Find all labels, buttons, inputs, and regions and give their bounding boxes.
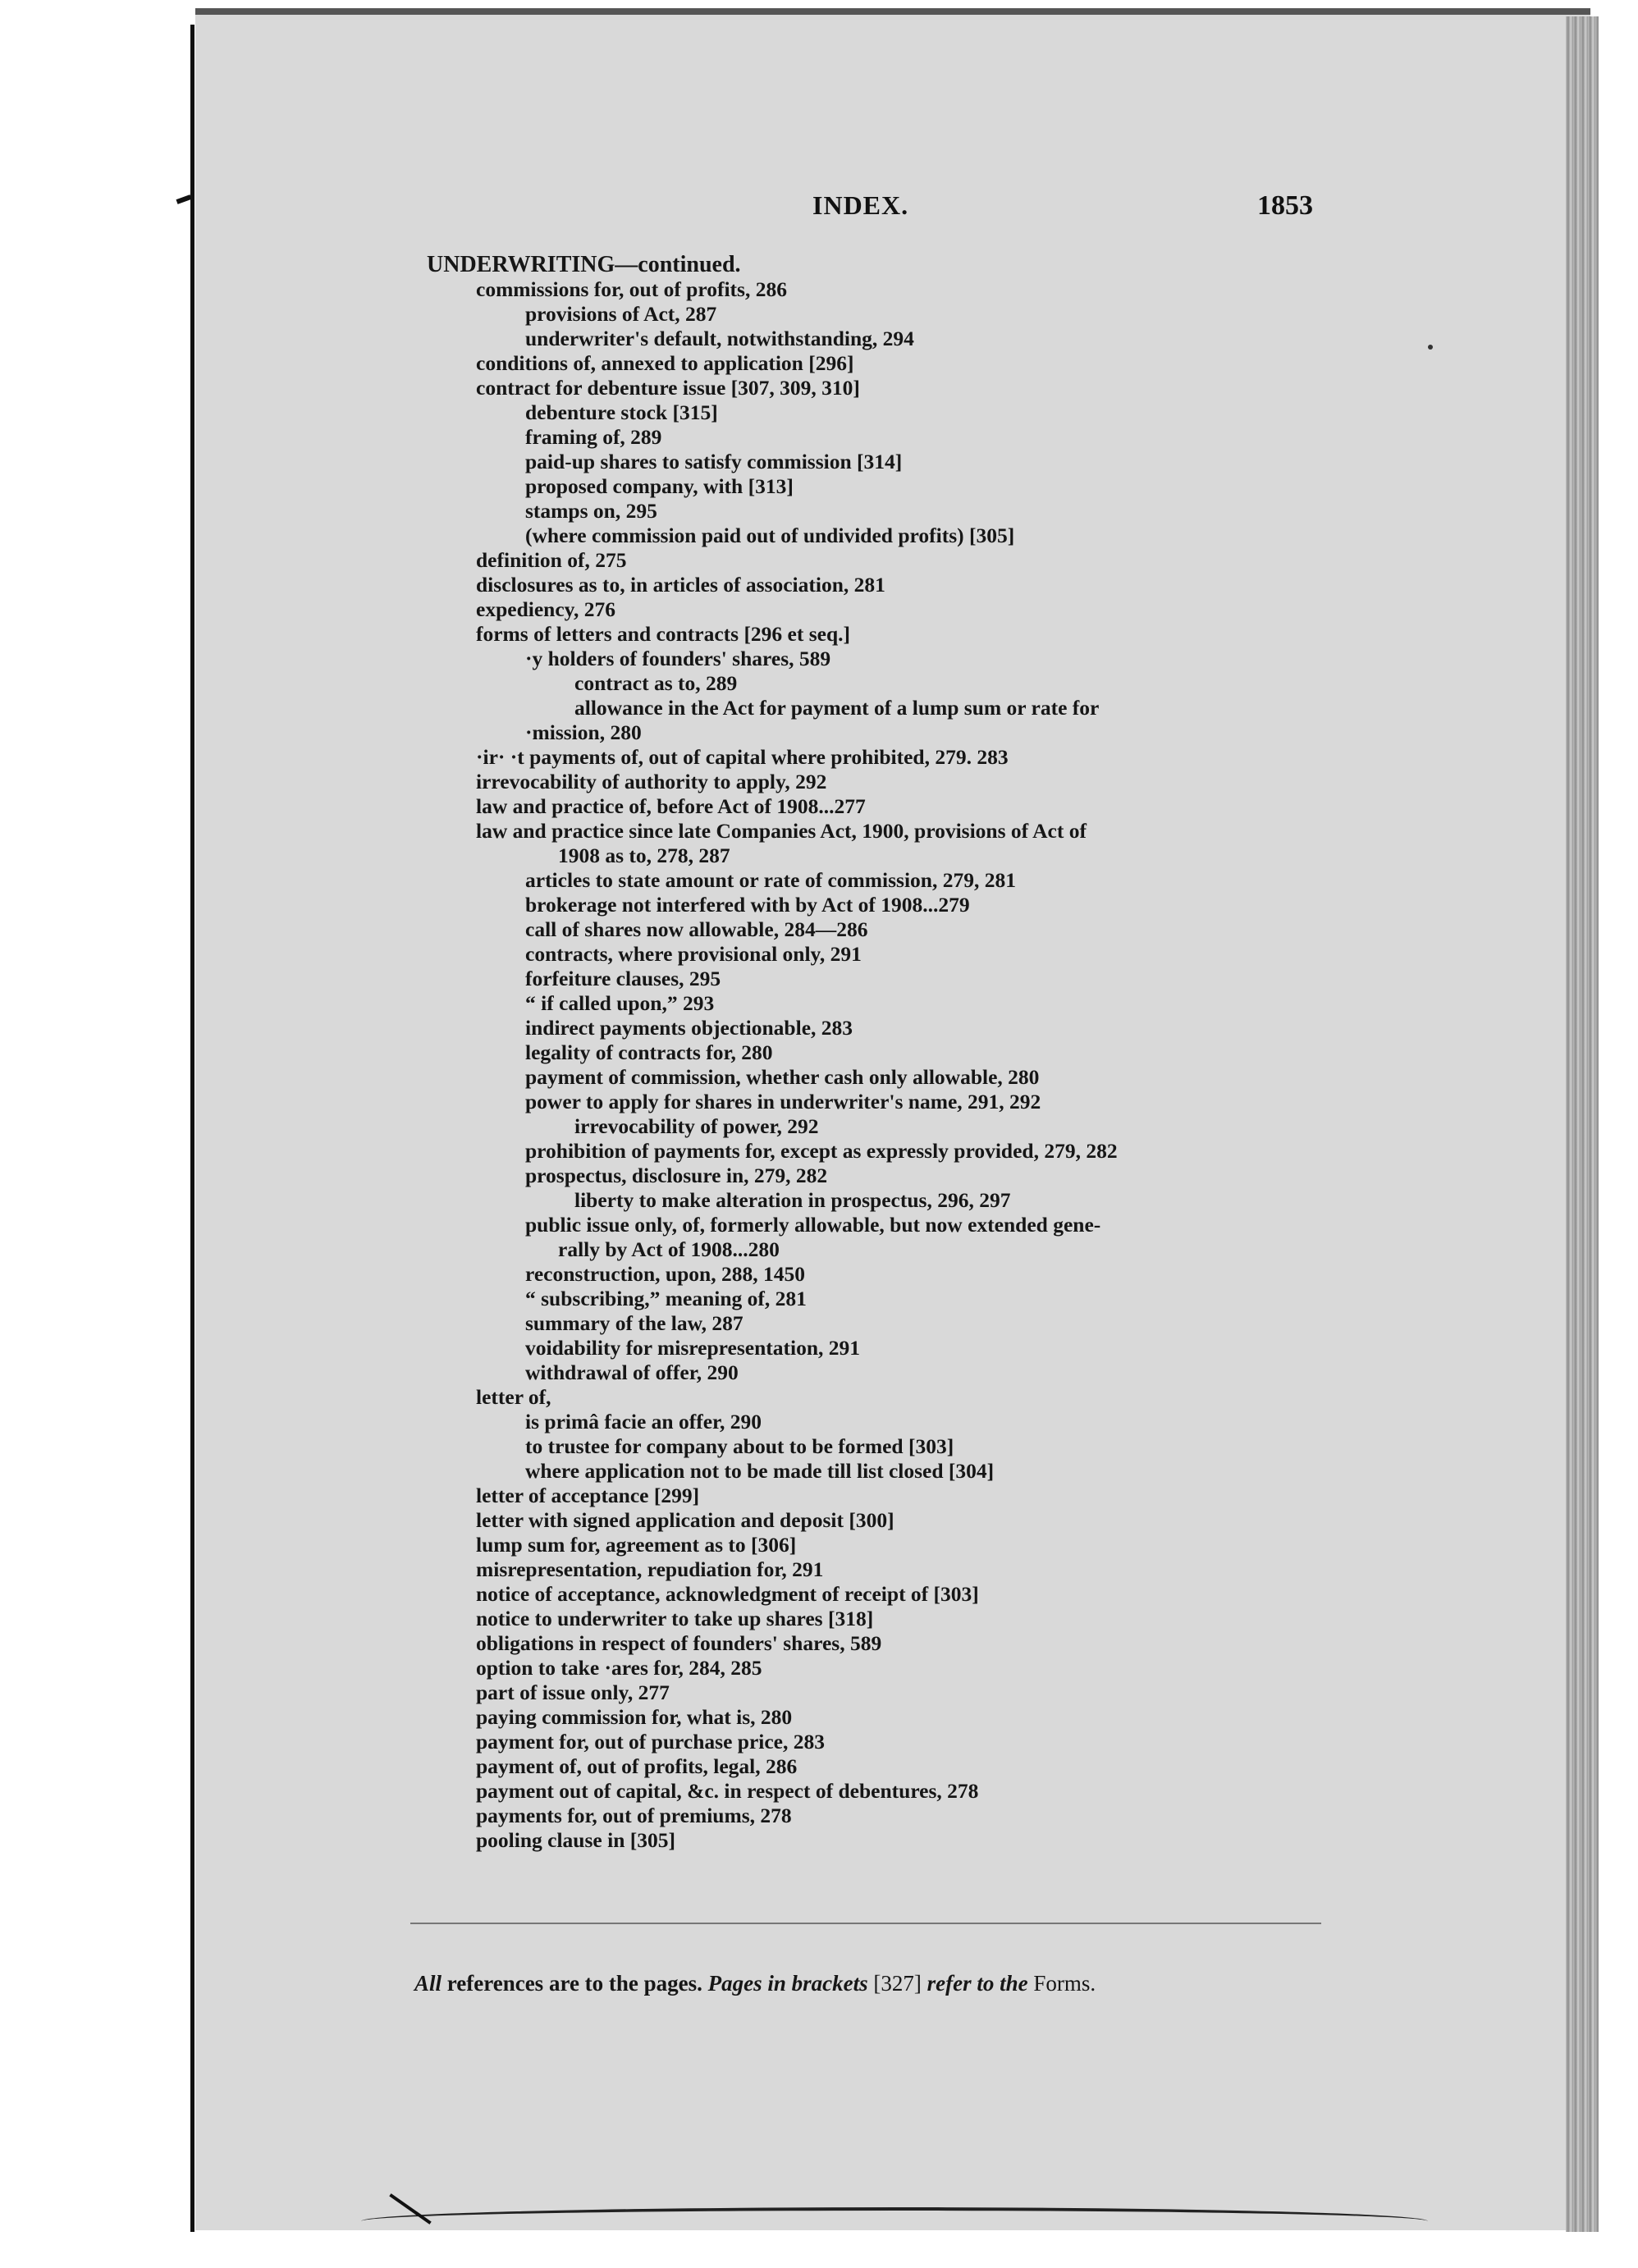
index-entry: part of issue only, 277	[476, 1680, 670, 1704]
index-entry: letter of,	[476, 1385, 551, 1409]
footer-divider	[410, 1923, 1321, 1924]
footer-part4: [327]	[867, 1971, 927, 1996]
page-number: 1853	[1257, 190, 1313, 221]
index-entry: public issue only, of, formerly allowable, but now extended gene-	[525, 1213, 1101, 1237]
index-entry: pooling clause in [305]	[476, 1828, 675, 1852]
index-entry: withdrawal of offer, 290	[525, 1360, 739, 1384]
footer-part5: refer to the	[927, 1971, 1028, 1996]
index-entry: articles to state amount or rate of commission, 279, 281	[525, 868, 1016, 892]
index-entry: payment out of capital, &c. in respect of debentures, 278	[476, 1779, 979, 1803]
index-entry: reconstruction, upon, 288, 1450	[525, 1262, 805, 1286]
index-entry: letter of acceptance [299]	[476, 1484, 700, 1507]
index-entry: payment of commission, whether cash only allowable, 280	[525, 1065, 1040, 1089]
index-entry: paying commission for, what is, 280	[476, 1705, 793, 1729]
index-entry: call of shares now allowable, 284—286	[525, 917, 868, 941]
index-entry: notice of acceptance, acknowledgment of receipt of [303]	[476, 1582, 979, 1606]
index-entry: proposed company, with [313]	[525, 474, 794, 498]
index-entry: indirect payments objectionable, 283	[525, 1016, 853, 1040]
index-entry: disclosures as to, in articles of association, 281	[476, 573, 885, 597]
index-entry: power to apply for shares in underwriter's name, 291, 292	[525, 1090, 1041, 1113]
index-entry: option to take ·ares for, 284, 285	[476, 1656, 762, 1680]
index-entry: forms of letters and contracts [296 et seq.]	[476, 622, 851, 646]
index-entry: letter with signed application and deposit [300]	[476, 1508, 894, 1532]
index-entry: prospectus, disclosure in, 279, 282	[525, 1164, 828, 1187]
index-entry: ·ir· ·t payments of, out of capital where prohibited, 279. 283	[476, 745, 1009, 769]
page-stack-edge	[1566, 16, 1599, 2232]
index-entry: law and practice since late Companies Act, 1900, provisions of Act of	[476, 819, 1087, 843]
footer-part3: Pages in brackets	[707, 1971, 868, 1996]
index-entry: (where commission paid out of undivided profits) [305]	[525, 524, 1015, 547]
margin-mark	[176, 194, 192, 204]
index-entry: forfeiture clauses, 295	[525, 967, 721, 990]
index-entry: “ subscribing,” meaning of, 281	[525, 1287, 807, 1310]
index-entry: summary of the law, 287	[525, 1311, 744, 1335]
index-entry: conditions of, annexed to application [296]	[476, 351, 854, 375]
index-heading: UNDERWRITING—continued.	[427, 252, 741, 277]
index-entry: provisions of Act, 287	[525, 302, 717, 326]
index-entry: prohibition of payments for, except as expressly provided, 279, 282	[525, 1139, 1118, 1163]
index-entry: misrepresentation, repudiation for, 291	[476, 1557, 824, 1581]
speck-mark	[1428, 345, 1433, 350]
index-entry: obligations in respect of founders' shares, 589	[476, 1631, 882, 1655]
footer-part6: Forms.	[1027, 1971, 1096, 1996]
index-entry: expediency, 276	[476, 597, 615, 621]
index-entry: contract as to, 289	[574, 671, 738, 695]
index-entry: payments for, out of premiums, 278	[476, 1804, 792, 1827]
index-entry: “ if called upon,” 293	[525, 991, 715, 1015]
footer-part1: All	[414, 1971, 442, 1996]
index-entry: is primâ facie an offer, 290	[525, 1410, 762, 1434]
index-entry: framing of, 289	[525, 425, 662, 449]
index-entry: debenture stock [315]	[525, 400, 718, 424]
index-entry: allowance in the Act for payment of a lump sum or rate for	[574, 696, 1100, 720]
index-entry: notice to underwriter to take up shares [318]	[476, 1607, 874, 1630]
index-entry: legality of contracts for, 280	[525, 1040, 773, 1064]
footer-note	[414, 1971, 1096, 1996]
index-entry: paid-up shares to satisfy commission [314]	[525, 450, 903, 473]
index-entry: liberty to make alteration in prospectus, 296, 297	[574, 1188, 1011, 1212]
index-entry: payment for, out of purchase price, 283	[476, 1730, 825, 1754]
footer-part2: references are to the pages.	[442, 1971, 708, 1996]
index-entry: contracts, where provisional only, 291	[525, 942, 862, 966]
index-entry: rally by Act of 1908...280	[558, 1237, 780, 1261]
index-entry: ·mission, 280	[525, 720, 642, 744]
index-entry: stamps on, 295	[525, 499, 657, 523]
index-entry: underwriter's default, notwithstanding, 294	[525, 327, 914, 350]
index-entry: where application not to be made till list closed [304]	[525, 1459, 995, 1483]
index-entry: commissions for, out of profits, 286	[476, 277, 787, 301]
index-entries	[419, 253, 1321, 1853]
page-left-border	[190, 25, 194, 2232]
index-entry: lump sum for, agreement as to [306]	[476, 1533, 797, 1557]
index-entry: 1908 as to, 278, 287	[558, 844, 730, 867]
page-bottom-curve	[361, 2207, 1428, 2235]
index-entry: voidability for misrepresentation, 291	[525, 1336, 860, 1360]
page-title: INDEX.	[812, 190, 909, 220]
index-entry: payment of, out of profits, legal, 286	[476, 1754, 798, 1778]
index-entry: brokerage not interfered with by Act of 1908...279	[525, 893, 970, 917]
index-entry: definition of, 275	[476, 548, 627, 572]
index-entry: to trustee for company about to be formed [303]	[525, 1434, 954, 1458]
index-entry: law and practice of, before Act of 1908...277	[476, 794, 866, 818]
index-entry: irrevocability of authority to apply, 292	[476, 770, 827, 793]
index-entry: contract for debenture issue [307, 309, 310]	[476, 376, 860, 400]
index-entry: irrevocability of power, 292	[574, 1114, 819, 1138]
index-entry: ·y holders of founders' shares, 589	[525, 647, 831, 670]
